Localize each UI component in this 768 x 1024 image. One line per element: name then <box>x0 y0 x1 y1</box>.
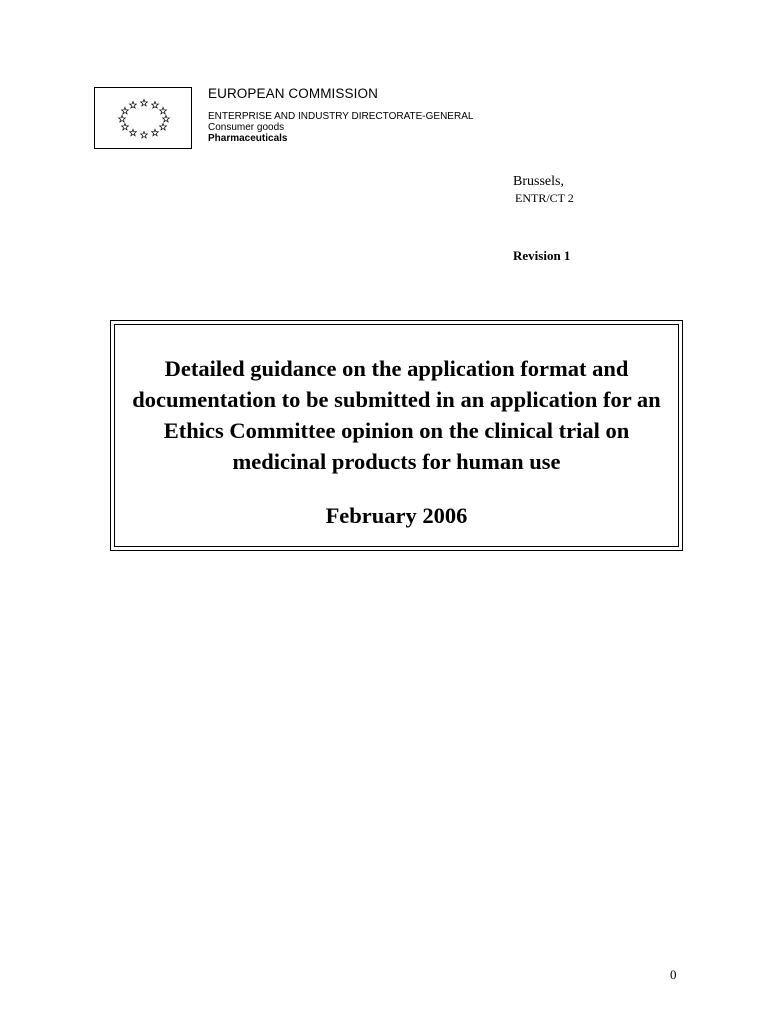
eu-logo <box>94 87 192 149</box>
star-icon <box>152 102 159 109</box>
star-icon <box>141 131 148 138</box>
star-icon <box>160 107 167 114</box>
revision-label: Revision 1 <box>513 248 571 263</box>
star-icon <box>160 123 167 130</box>
star-icon <box>130 129 137 136</box>
directorate-name: ENTERPRISE AND INDUSTRY DIRECTORATE-GENERAL <box>208 111 474 122</box>
organisation-name: EUROPEAN COMMISSION <box>208 86 378 101</box>
star-icon <box>119 115 126 122</box>
sector-name: Pharmaceuticals <box>208 133 288 144</box>
page-number: 0 <box>670 967 677 982</box>
star-icon <box>130 102 137 109</box>
document-header <box>208 85 473 144</box>
eu-flag-stars-icon <box>95 88 193 150</box>
title-box-inner <box>114 324 679 547</box>
star-icon <box>163 115 170 122</box>
star-icon <box>122 107 129 114</box>
title-box <box>110 320 683 551</box>
star-icon <box>122 123 129 130</box>
unit-name: Consumer goods <box>208 122 285 133</box>
document-reference: ENTR/CT 2 <box>515 191 574 205</box>
document-title: Detailed guidance on the application format and documentation to be submitted in an application for an Ethics Committee opinion on the clinical trial on medicinal products for human use <box>132 356 661 474</box>
star-icon <box>141 99 148 106</box>
document-place: Brussels, <box>513 174 564 189</box>
star-icon <box>152 129 159 136</box>
document-date: February 2006 <box>325 503 468 528</box>
